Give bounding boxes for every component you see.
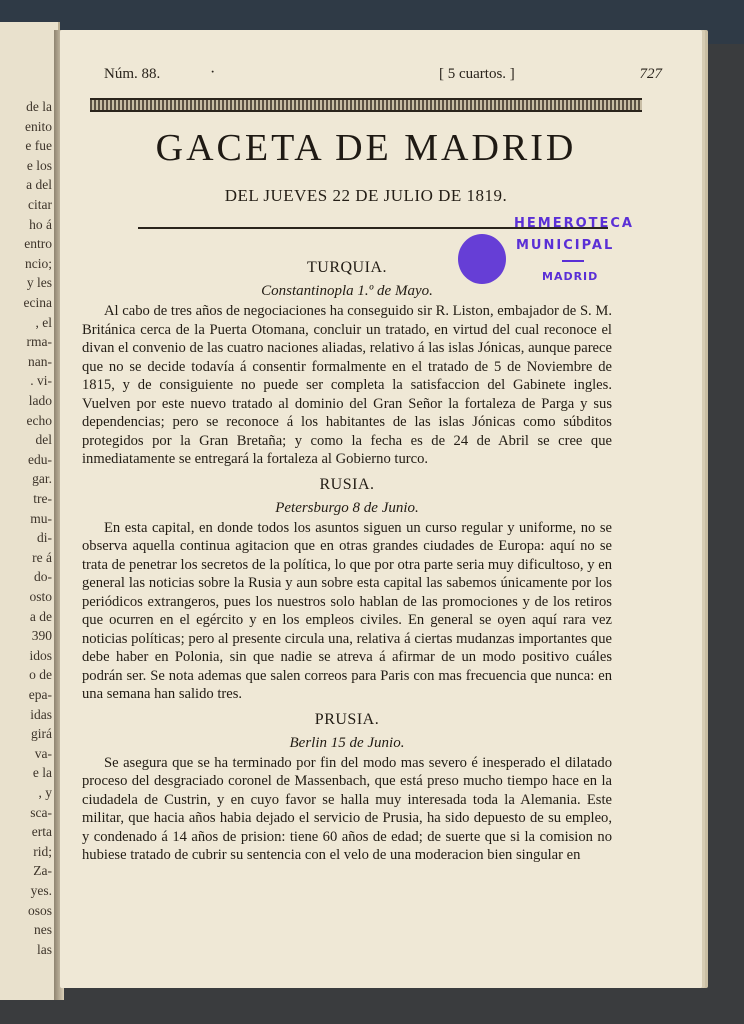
ornamental-rule [90, 98, 642, 112]
left-margin-fragment: entro [24, 236, 52, 252]
left-margin-fragment: rid; [33, 843, 52, 859]
left-margin-fragment: tre- [33, 491, 52, 506]
left-margin-fragment: rma- [26, 334, 52, 350]
left-margin-fragment: y les [26, 275, 52, 291]
left-margin-fragment: ecina [23, 295, 52, 310]
left-margin-fragment: sca- [30, 804, 52, 820]
stamp-line-3: MADRID [542, 270, 599, 283]
left-margin-fragment: yes. [30, 883, 52, 898]
section-dateline: Berlin 15 de Junio. [289, 734, 405, 751]
section-dateline: Constantinopla 1.º de Mayo. [261, 283, 433, 299]
left-margin-fragment: e los [26, 157, 52, 173]
section-turquia [82, 256, 612, 469]
left-margin-fragment: citar [28, 197, 52, 212]
header-dot: · [210, 64, 216, 81]
article-paragraph: En esta capital, en donde todos los asuntos siguen un curso regular y uniforme, no se observa aquella continua agitacion que en otras grandes ciudades de Europa: aquí no se trata de penetrar los secretos de la política, lo que por otra parte seria muy dificultoso, y en general las noticias sobre la Rusia y aun sobre esta capital las sabemos únicamente por los periódicos extrangeros, pues los nuestros solo hablan de las promociones y de los retiros que ocurren en el egército y en los empleos civiles. En general se oyen aquí rara vez noticias políticas; pero al presente circula una, relativa á ciertas mudanzas importantes que debe haber en Polonia, sin que nadie se atreva á afirmar de un modo positivo cuáles podrán ser. Se nota ademas que salen correos para Paris con mas frecuencia que nunca: en una semana han salido tres. [82, 519, 612, 702]
left-margin-fragment: re á [32, 549, 52, 565]
left-margin-fragment: e la [32, 765, 52, 781]
left-margin-fragment: , y [38, 785, 52, 800]
section-heading: PRUSIA. [314, 710, 380, 728]
left-margin-fragment: ncio; [25, 255, 52, 271]
section-dateline: Petersburgo 8 de Junio. [275, 499, 419, 516]
left-margin-fragment: e fue [25, 138, 52, 154]
stamp-line-2: MUNICIPAL [516, 238, 615, 253]
left-margin-fragment: idos [29, 647, 52, 663]
left-margin-fragment: nes [34, 922, 52, 938]
page-header [104, 66, 662, 88]
left-margin-fragment: o de [29, 667, 52, 683]
left-margin-fragment: di- [37, 530, 52, 546]
left-margin-fragment: do- [34, 569, 52, 585]
article-paragraph: Al cabo de tres años de negociaciones ha conseguido sir R. Liston, embajador de S. M. Británica cerca de la Puerta Otomana, concluir un tratado, en virtud del cual reconoce el divan el convenio de las cuatro naciones aliadas, relativo á las islas Jónicas, aunque parece que no se decide todavía á consentir formalmente en el tratado de 5 de Noviembre de 1815, y de consiguiente no puede ser completa la satisfaccion del Gabinete ingles. Vuelven por este nuevo tratado al dominio del Gran Señor la fortaleza de Parga y sus dependencias; pero se reconoce á los habitantes de las islas Jónicas como súbditos protegidos por la Gran Bretaña; y como la fecha es de 24 de Abril se cree que inmediatamente se entregará la fortaleza al Gobierno turco. [82, 303, 612, 467]
left-margin-fragment: , el [35, 314, 52, 330]
left-margin-fragment: osto [29, 589, 52, 604]
left-margin-fragment: de la [26, 99, 52, 114]
left-margin-fragment: del [35, 432, 52, 448]
left-margin-fragment: edu- [28, 451, 52, 467]
price: [ 5 cuartos. ] [439, 66, 515, 82]
issue-date: DEL JUEVES 22 DE JULIO DE 1819. [224, 186, 508, 205]
section-rusia [82, 473, 612, 704]
left-margin-fragment: gar. [32, 471, 52, 487]
left-margin-fragment: osos [27, 902, 52, 918]
section-prusia [82, 708, 612, 865]
stamp-line-1: HEMEROTECA [514, 216, 634, 231]
left-margin-fragment: 390 [31, 628, 52, 644]
left-margin-fragment: va- [34, 745, 52, 761]
left-margin-fragment: a de [29, 608, 52, 624]
masthead-title: GACETA DE MADRID [155, 127, 577, 169]
section-heading: TURQUIA. [307, 259, 387, 276]
article-paragraph: Se asegura que se ha terminado por fin del modo mas severo é inesperado el dilatado proceso del desgraciado coronel de Massenbach, que está preso mucho tiempo hace en la ciudadela de Custrin, y en cuyo favor se halla muy interesada toda la Alemania. Este militar, que hacia años habia dejado el servicio de Prusia, ha sido depuesto de su empleo, y condenado á 14 años de prision: tiene 60 años de edad; de suerte que si la comision no hubiese tratado de cubrir su sentencia con el velo de una moderacion bien singular en [82, 754, 612, 863]
left-margin-fragment: ho á [29, 216, 52, 232]
issue-number: Núm. 88. [104, 66, 161, 82]
left-margin-fragment: girá [31, 726, 52, 742]
left-page-edge [0, 22, 60, 1000]
article-body [82, 256, 612, 869]
section-heading: RUSIA. [319, 475, 375, 493]
left-margin-fragment: enito [25, 118, 52, 134]
left-margin-fragment: idas [30, 706, 52, 722]
left-margin-fragment: lado [28, 393, 52, 408]
left-margin-fragment: . vi- [30, 373, 52, 389]
left-margin-fragment: Za- [33, 863, 52, 879]
left-margin-fragment: epa- [28, 687, 52, 702]
left-margin-fragment: mu- [30, 510, 52, 526]
newspaper-page [60, 30, 702, 988]
page-number: 727 [639, 66, 662, 82]
left-margin-fragment: echo [26, 412, 52, 428]
left-margin-fragment: nan- [28, 353, 52, 369]
left-margin-fragment: erta [31, 824, 52, 840]
left-margin-fragment: las [37, 941, 52, 957]
left-margin-fragment: a del [26, 177, 52, 193]
